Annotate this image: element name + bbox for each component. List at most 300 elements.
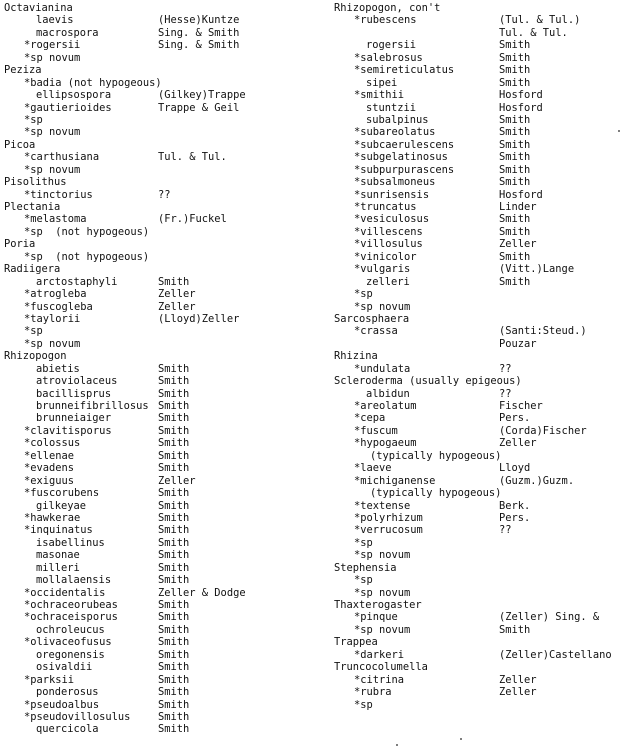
genus-name: Picoa [4,138,36,151]
taxon-row [4,27,304,39]
author-citation: Smith [158,599,190,611]
author-citation: Pouzar [499,337,537,350]
taxon-row [4,313,304,325]
taxon-row [4,213,304,225]
taxon-row [334,39,629,51]
taxon-row [334,226,629,238]
taxon-row [334,487,629,499]
taxon-row [4,89,304,101]
taxon-name: *sp novum [354,586,411,599]
author-citation: Smith [499,275,531,288]
genus-heading [4,238,304,250]
taxon-row [4,276,304,288]
genus-name: Truncocolumella [334,661,428,674]
taxon-name: *atrogleba [24,288,87,301]
taxon-name: *smithii [354,89,405,102]
taxon-row [4,624,304,636]
taxon-name: *sp novum [24,126,81,139]
taxon-name: sipei [366,76,398,89]
taxon-name: *carthusiana [24,151,100,164]
genus-name: Rhizopogon [4,350,67,363]
taxon-row [334,425,629,437]
author-citation: Zeller [499,673,537,686]
author-citation: Smith [158,686,190,699]
author-citation: Zeller [499,686,537,699]
taxon-name: *cepa [354,412,386,425]
taxon-row [334,139,629,151]
author-citation: Smith [499,64,531,77]
taxon-row [4,39,304,51]
taxon-name: *michiganense [354,474,436,487]
author-citation: Smith [499,113,531,126]
author-citation: Smith [158,424,190,437]
author-citation: Smith [158,636,190,649]
taxon-row [334,201,629,213]
taxon-row [4,437,304,449]
taxon-name: *ellenae [24,449,75,462]
author-citation: ?? [158,188,171,201]
author-citation: (Hesse)Kuntze [158,14,240,27]
taxon-row [334,189,629,201]
taxon-name: atroviolaceus [36,375,118,388]
taxon-row [4,661,304,673]
author-citation: Smith [158,698,190,711]
taxon-name: *subcaerulescens [354,138,455,151]
taxon-row [4,636,304,648]
taxon-name: ochroleucus [36,623,105,636]
taxon-name: *sp novum [354,623,411,636]
taxon-row [4,126,304,138]
author-citation: Smith [499,250,531,263]
author-citation: Smith [158,710,190,723]
author-citation: (Fr.)Fuckel [158,213,227,226]
taxon-row [4,500,304,512]
taxon-row [4,562,304,574]
taxon-row [4,375,304,387]
taxon-row [4,723,304,735]
taxon-row [334,475,629,487]
taxon-name: albidun [366,387,410,400]
taxon-row [334,524,629,536]
taxon-row [4,611,304,623]
taxon-name: (typically hypogeous) [370,487,502,500]
taxon-row [334,450,629,462]
author-citation: Smith [158,561,190,574]
taxon-name: stuntzii [366,101,417,114]
taxon-row [4,325,304,337]
taxon-row [334,14,629,26]
author-citation: Smith [158,611,190,624]
author-citation: Zeller [158,474,196,487]
taxon-row [4,699,304,711]
taxon-name: *sp [24,325,43,338]
taxon-name: subalpinus [366,113,429,126]
taxon-name: laevis [36,14,74,27]
taxon-row [334,574,629,586]
taxon-name: *truncatus [354,201,417,213]
taxon-name: *subareolatus [354,126,436,139]
taxon-row [4,487,304,499]
taxon-name: osivaldii [36,661,93,674]
taxon-name: *inquinatus [24,524,93,537]
taxon-name: *vinicolor [354,250,417,263]
author-citation: Smith [499,623,531,636]
taxon-name: brunneifibrillosus [36,400,149,412]
genus-heading [334,636,629,648]
taxon-row [4,574,304,586]
taxon-row [334,238,629,250]
taxon-name: *evadens [24,462,75,475]
genus-name: Plectania [4,201,61,213]
taxon-row [334,102,629,114]
taxon-name: *pseudoalbus [24,698,100,711]
taxon-name: *darkeri [354,648,405,661]
taxon-row [334,325,629,337]
author-citation: Smith [158,536,190,549]
taxon-name: macrospora [36,26,99,39]
author-citation: (Tul. & Tul.) [499,14,581,27]
genus-name: Octavianina [4,2,73,14]
taxon-name: mollalaensis [36,574,112,587]
taxon-name: *melastoma [24,213,87,226]
genus-name: Rhizopogon, con't [334,2,441,14]
taxon-name: *textense [354,499,411,512]
taxon-row [334,338,629,350]
taxon-row [4,77,304,89]
scan-speck [618,130,620,132]
author-citation: Smith [158,723,190,736]
taxon-row [4,251,304,263]
taxon-row [334,624,629,636]
author-citation: Zeller [499,238,537,251]
genus-heading [334,350,629,362]
taxon-name: *rubescens [354,14,417,27]
author-citation: Smith [158,623,190,636]
taxon-row [4,450,304,462]
taxon-name: *pinque [354,611,398,624]
author-citation: Smith [158,673,190,686]
taxon-name: *undulata [354,362,411,375]
genus-heading [4,201,304,213]
taxon-row [4,400,304,412]
author-citation: Smith [158,362,190,375]
taxon-name: ponderosus [36,686,99,699]
taxon-name: oregonensis [36,648,105,661]
taxon-row [4,388,304,400]
taxon-name: abietis [36,362,80,375]
genus-heading [4,176,304,188]
genus-name: Poria [4,238,36,251]
taxon-row [334,587,629,599]
taxon-row [334,412,629,424]
genus-name: Thaxterogaster [334,599,422,611]
genus-heading [4,139,304,151]
taxon-row [334,251,629,263]
taxon-name: quercicola [36,723,99,736]
author-citation: Zeller [158,300,196,313]
taxon-row [4,52,304,64]
genus-name: Pisolithus [4,176,67,189]
taxon-row [4,524,304,536]
genus-name: Stephensia [334,561,397,574]
taxon-name: arctostaphyli [36,275,118,288]
author-citation: Smith [499,225,531,238]
taxon-name: *sp novum [24,51,81,64]
taxon-name: *laeve [354,462,392,475]
genus-name: Trappea [334,636,378,649]
taxon-row [4,549,304,561]
taxon-name: *sp novum [24,163,81,176]
taxon-name: brunneiaiger [36,412,112,425]
taxon-row [4,338,304,350]
taxon-name: *ochraceorubeas [24,599,118,611]
genus-name: Scleroderma (usually epigeous) [334,375,522,388]
taxon-row [4,412,304,424]
author-citation: Zeller [158,288,196,301]
taxon-row [334,52,629,64]
author-citation: (Zeller) Sing. & [499,611,600,624]
genus-name: Sarcosphaera [334,312,410,325]
author-citation: Smith [158,648,190,661]
author-citation: Hosford [499,188,543,201]
taxon-name: *salebrosus [354,51,423,64]
taxon-row [334,27,629,39]
taxon-row [4,425,304,437]
taxon-name: *fuscorubens [24,487,100,500]
taxon-name: *fuscogleba [24,300,93,313]
taxon-row [4,226,304,238]
taxon-row [4,102,304,114]
author-citation: Linder [499,201,537,213]
taxon-row [334,301,629,313]
taxon-row [334,537,629,549]
taxon-name: *verrucosum [354,524,423,537]
genus-name: Peziza [4,64,42,77]
taxon-name: *subsalmoneus [354,176,436,189]
taxon-name: *occidentalis [24,586,106,599]
taxon-row [334,64,629,76]
taxon-name: gilkeyae [36,499,87,512]
author-citation: Sing. & Smith [158,26,240,39]
author-citation: (Lloyd)Zeller [158,312,240,325]
author-citation: Hosford [499,89,543,102]
taxon-name: *rubra [354,686,392,699]
genus-heading [4,350,304,362]
taxon-row [334,400,629,412]
author-citation: Smith [499,138,531,151]
author-citation: ?? [499,387,512,400]
genus-heading [4,64,304,76]
taxon-row [4,649,304,661]
scan-speck [460,738,462,740]
taxon-name: *sp (not hypogeous) [24,250,150,263]
taxon-row [4,475,304,487]
taxon-name: *sp [354,288,373,301]
taxon-name: *vesiculosus [354,213,430,226]
taxon-row [334,176,629,188]
genus-heading [334,661,629,673]
author-citation: Tul. & Tul. [158,151,227,164]
taxon-row [334,151,629,163]
author-citation: (Santi:Steud.) [499,325,587,338]
author-citation: Fischer [499,400,543,412]
taxon-name: *gautierioides [24,101,112,114]
taxon-name: *sunrisensis [354,188,430,201]
taxon-name: *sp [354,574,373,587]
taxon-name: *sp novum [24,337,81,350]
taxon-name: *sp novum [354,549,411,562]
taxon-name: *exiguus [24,474,75,487]
author-citation: Smith [158,524,190,537]
taxon-row [334,263,629,275]
taxon-row [334,363,629,375]
taxon-row [334,649,629,661]
author-citation: Smith [499,76,531,89]
taxon-name: *parksii [24,673,75,686]
author-citation: Smith [158,499,190,512]
taxon-name: masonae [36,549,80,562]
author-citation: Lloyd [499,462,531,475]
taxon-name: *olivaceofusus [24,636,112,649]
author-citation: Trappe & Geil [158,101,240,114]
taxon-name: *areolatum [354,400,417,412]
author-citation: Smith [499,126,531,139]
taxon-row [334,288,629,300]
author-citation: Tul. & Tul. [499,26,568,39]
taxon-row [4,114,304,126]
taxon-row [334,388,629,400]
taxon-name: bacillisprus [36,387,112,400]
author-citation: Smith [158,549,190,562]
taxon-row [4,587,304,599]
taxon-name: *semireticulatus [354,64,455,77]
author-citation: Smith [158,462,190,475]
taxon-name: *clavitisporus [24,424,112,437]
taxon-name: *sp novum [354,300,411,313]
author-citation: Smith [499,176,531,189]
taxon-row [4,288,304,300]
taxon-name: *villosulus [354,238,423,251]
taxon-row [334,437,629,449]
author-citation: (Zeller)Castellano [499,648,612,661]
taxon-row [334,213,629,225]
taxon-row [334,114,629,126]
taxon-row [4,14,304,26]
taxon-name: *sp (not hypogeous) [24,225,150,238]
taxon-row [4,363,304,375]
author-citation: Smith [158,275,190,288]
taxon-name: zelleri [366,275,410,288]
taxon-row [4,599,304,611]
taxon-row [4,686,304,698]
taxon-name: *pseudovillosulus [24,710,131,723]
taxon-name: *hypogaeum [354,437,417,450]
taxon-row [4,537,304,549]
author-citation: Smith [158,661,190,674]
taxon-row [334,512,629,524]
author-citation: Smith [158,437,190,450]
taxon-name: (typically hypogeous) [370,449,502,462]
taxon-row [334,126,629,138]
author-citation: Smith [158,487,190,500]
taxon-name: *badia (not hypogeous) [24,76,162,89]
taxon-row [334,699,629,711]
taxon-name: *vulgaris [354,263,411,276]
taxon-row [334,462,629,474]
author-citation: (Gilkey)Trappe [158,89,246,102]
author-citation: (Corda)Fischer [499,424,587,437]
taxon-name: *ochraceisporus [24,611,118,624]
author-citation: Smith [158,387,190,400]
right-column [334,2,629,711]
genus-heading [334,599,629,611]
taxon-row [334,549,629,561]
taxon-row [4,164,304,176]
taxon-name: *taylorii [24,312,81,325]
author-citation: Pers. [499,412,531,425]
taxon-name: isabellinus [36,536,105,549]
taxon-name: *subgelatinosus [354,151,448,164]
author-citation: Smith [499,51,531,64]
left-column [4,2,304,736]
taxon-name: *colossus [24,437,81,450]
taxon-name: *hawkerae [24,511,81,524]
author-citation: Smith [499,151,531,164]
taxon-name: *citrina [354,673,405,686]
taxon-name: *sp [354,698,373,711]
taxon-name: *sp [24,113,43,126]
author-citation: ?? [499,362,512,375]
genus-heading [334,2,629,14]
taxon-name: *rogersii [24,39,81,52]
taxon-row [4,189,304,201]
genus-name: Radiigera [4,263,61,276]
author-citation: Smith [158,511,190,524]
author-citation: Smith [499,163,531,176]
author-citation: Sing. & Smith [158,39,240,52]
taxon-row [4,674,304,686]
author-citation: (Guzm.)Guzm. [499,474,575,487]
genus-heading [334,562,629,574]
author-citation: ?? [499,524,512,537]
author-citation: Hosford [499,101,543,114]
author-citation: Smith [158,449,190,462]
taxon-name: milleri [36,561,80,574]
author-citation: Berk. [499,499,531,512]
taxon-row [4,301,304,313]
taxon-row [334,164,629,176]
taxon-row [4,512,304,524]
taxon-row [334,500,629,512]
genus-name: Rhizina [334,350,378,363]
genus-heading [4,2,304,14]
scan-speck [396,744,398,746]
taxon-row [334,674,629,686]
author-citation: Smith [158,412,190,425]
taxon-name: *tinctorius [24,188,93,201]
author-citation: Smith [499,213,531,226]
genus-heading [4,263,304,275]
author-citation: Zeller [499,437,537,450]
taxon-name: *crassa [354,325,398,338]
author-citation: Smith [499,39,531,52]
author-citation: Smith [158,400,190,412]
author-citation: Pers. [499,511,531,524]
taxon-name: ellipsospora [36,89,112,102]
taxon-row [334,611,629,623]
author-citation: Smith [158,574,190,587]
taxon-row [4,462,304,474]
